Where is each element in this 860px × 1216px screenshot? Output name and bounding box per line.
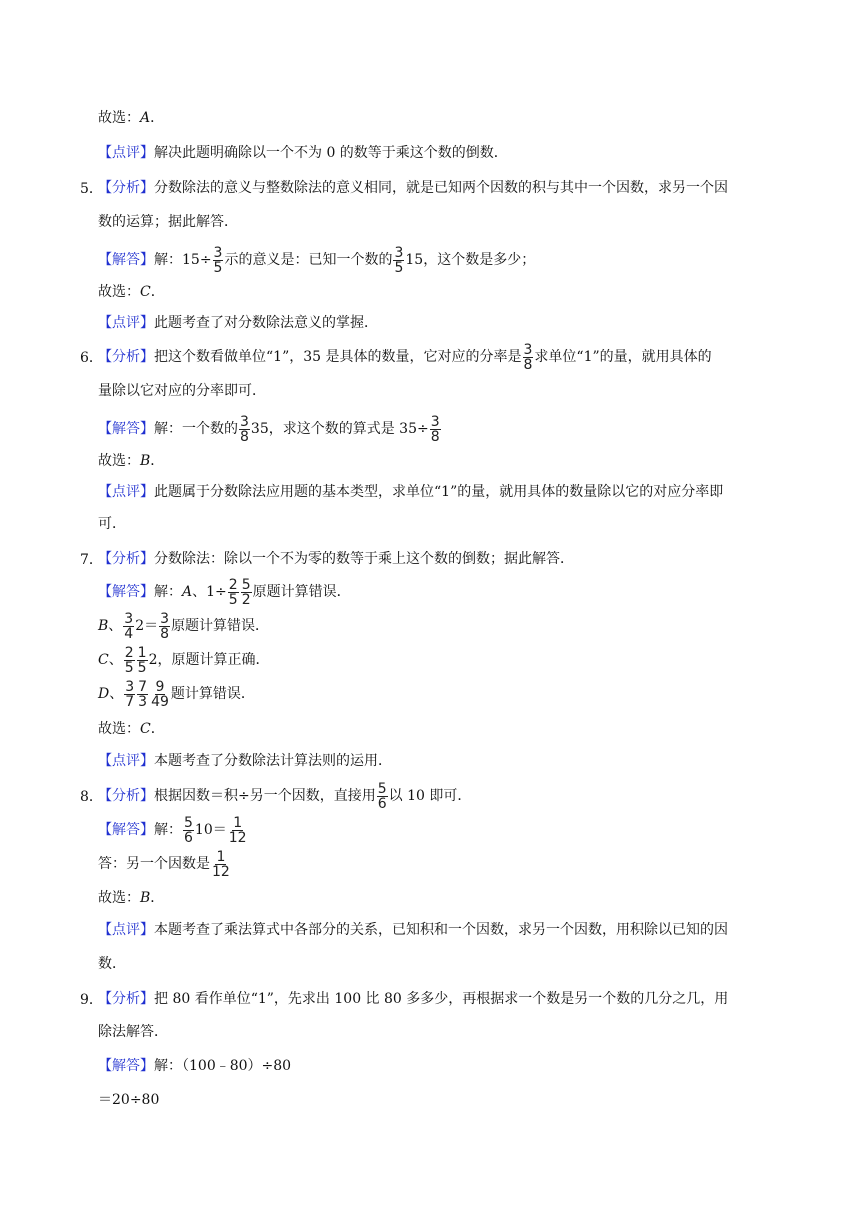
- numerator: 1: [137, 644, 147, 661]
- choice-end: ．: [150, 110, 165, 126]
- answer-text: 35，求这个数的算式是 35÷: [250, 421, 429, 437]
- q8-analysis: [98, 779, 471, 813]
- analysis-text: 以 10 即可．: [388, 788, 472, 804]
- numerator: 3: [523, 341, 533, 358]
- comment-label: 【点评】: [98, 753, 154, 769]
- choice-end: ．: [150, 284, 165, 300]
- question-number: 6．: [80, 350, 103, 366]
- answer-text: 、: [109, 686, 124, 702]
- q7-answer-c: [98, 643, 269, 677]
- answer-label: 【解答】: [98, 822, 154, 838]
- fraction: [159, 612, 170, 641]
- question-number: 7．: [80, 552, 103, 568]
- q8-reply: [98, 847, 232, 881]
- fraction: [137, 680, 148, 709]
- q7-analysis: [98, 549, 574, 569]
- option-letter: C: [98, 652, 109, 668]
- answer-text: 题计算错误．: [170, 686, 255, 702]
- denominator: 2: [241, 591, 251, 608]
- answer-text: 2＝: [135, 618, 159, 634]
- answer-text: 解：（100﹣80）÷80: [154, 1058, 292, 1074]
- q9-analysis-line2: 除法解答．: [98, 1024, 168, 1040]
- answer-text: 示的意义是：已知一个数的: [224, 252, 393, 268]
- q8-comment-line1: [98, 920, 728, 940]
- q6-answer: [98, 412, 442, 446]
- analysis-text: 分数除法的意义与整数除法的意义相同，就是已知两个因数的积与其中一个因数，求另一个因: [154, 180, 728, 196]
- comment-label: 【点评】: [98, 145, 154, 161]
- comment-text: 本题考查了分数除法计算法则的运用．: [154, 753, 392, 769]
- fraction: [393, 246, 404, 275]
- answer-label: 【解答】: [98, 1058, 154, 1074]
- numerator: 7: [138, 678, 148, 695]
- answer-text: 解：: [154, 822, 182, 838]
- numerator: 3: [240, 413, 249, 430]
- comment-text: 此题考查了对分数除法意义的掌握．: [154, 315, 378, 331]
- comment-text: 本题考查了乘法算式中各部分的关系，已知积和一个因数，求另一个因数，用积除以已知的因: [154, 922, 728, 938]
- analysis-text: 把这个数看做单位“1”，35 是具体的数量，它对应的分率是: [154, 349, 522, 365]
- numerator: 5: [241, 576, 251, 593]
- fraction: [183, 816, 194, 845]
- fraction: [241, 578, 252, 607]
- q8-answer: [98, 813, 249, 847]
- answer-text: 10＝: [194, 822, 227, 838]
- numerator: 2: [228, 576, 238, 593]
- analysis-text: 分数除法：除以一个不为零的数等于乘上这个数的倒数；据此解答．: [154, 551, 574, 567]
- analysis-text: 根据因数＝积÷另一个因数，直接用: [154, 788, 376, 804]
- q8-choice: [98, 888, 164, 908]
- fraction: [377, 782, 388, 811]
- q7-answer-a: [98, 575, 351, 609]
- denominator: 4: [124, 625, 134, 642]
- comment-text: 此题属于分数除法应用题的基本类型，求单位“1”的量，就用具体的数量除以它的对应分率即: [154, 484, 724, 500]
- denominator: 12: [228, 829, 247, 846]
- fraction: [523, 343, 534, 372]
- q7-choice: [98, 719, 165, 739]
- answer-label: 【解答】: [98, 584, 154, 600]
- q7-answer-d: [98, 677, 255, 711]
- choice-end: ．: [150, 453, 165, 469]
- denominator: 5: [228, 591, 238, 608]
- fraction: [430, 415, 441, 444]
- option-letter: A: [182, 584, 193, 600]
- numerator: 2: [124, 644, 134, 661]
- q9-answer: [98, 1056, 291, 1076]
- q7-answer-b: [98, 609, 269, 643]
- answer-text: 解：15÷: [154, 252, 212, 268]
- fraction: [123, 612, 134, 641]
- denominator: 6: [377, 795, 387, 812]
- choice-prefix: 故选：: [98, 453, 140, 469]
- question-number: 9．: [80, 992, 103, 1008]
- answer-text: 解：一个数的: [154, 421, 238, 437]
- q4-comment: [98, 143, 508, 163]
- numerator: 1: [216, 848, 226, 865]
- comment-label: 【点评】: [98, 484, 154, 500]
- q5-choice: [98, 282, 165, 302]
- answer-text: 、: [108, 618, 123, 634]
- fraction: [239, 415, 250, 444]
- answer-text: 15，这个数是多少；: [405, 252, 536, 268]
- fraction: [228, 816, 248, 845]
- q9-step: ＝20÷80: [98, 1092, 160, 1108]
- fraction: [228, 578, 239, 607]
- answer-label: 【解答】: [98, 252, 154, 268]
- numerator: 9: [155, 678, 165, 695]
- option-letter: D: [98, 686, 110, 702]
- numerator: 3: [160, 610, 170, 627]
- answer-text: 原题计算错误．: [171, 618, 270, 634]
- analysis-label: 【分析】: [98, 991, 154, 1007]
- denominator: 8: [240, 428, 249, 445]
- numerator: 5: [377, 780, 387, 797]
- fraction: [124, 680, 135, 709]
- q5-analysis-line2: 数的运算；据此解答．: [98, 214, 238, 230]
- denominator: 12: [212, 863, 230, 880]
- q7-comment: [98, 751, 392, 771]
- answer-text: 2，原题计算正确．: [148, 652, 270, 668]
- answer-text: 原题计算错误．: [252, 584, 351, 600]
- q6-choice: [98, 451, 164, 471]
- analysis-text: 把 80 看作单位“1”，先求出 100 比 80 多多少，再根据求一个数是另一个数的几分之几，用: [154, 991, 729, 1007]
- choice-end: ．: [150, 890, 165, 906]
- analysis-label: 【分析】: [98, 349, 154, 365]
- numerator: 3: [125, 678, 135, 695]
- choice-letter: C: [140, 284, 151, 300]
- choice-end: ．: [150, 721, 165, 737]
- answer-label: 【解答】: [98, 421, 154, 437]
- q6-comment-line2: 可．: [98, 516, 126, 532]
- fraction: [124, 646, 135, 675]
- answer-text: 解：: [154, 584, 182, 600]
- denominator: 6: [184, 829, 193, 846]
- choice-letter: B: [140, 890, 151, 906]
- denominator: 5: [394, 259, 404, 276]
- comment-label: 【点评】: [98, 922, 154, 938]
- question-number: 8．: [80, 789, 103, 805]
- q6-comment-line1: [98, 482, 723, 502]
- numerator: 3: [124, 610, 134, 627]
- reply-text: 答：另一个因数是: [98, 856, 210, 872]
- denominator: 49: [151, 693, 169, 710]
- answer-text: 、: [108, 652, 123, 668]
- fraction: [211, 850, 231, 879]
- q6-analysis-line1: [98, 340, 712, 374]
- fraction: [213, 246, 224, 275]
- q5-comment: [98, 313, 378, 333]
- denominator: 8: [160, 625, 170, 642]
- numerator: 3: [213, 244, 223, 261]
- analysis-label: 【分析】: [98, 180, 154, 196]
- q9-analysis-line1: [98, 989, 728, 1009]
- choice-letter: B: [140, 453, 151, 469]
- numerator: 3: [394, 244, 404, 261]
- numerator: 1: [233, 814, 243, 831]
- q8-comment-line2: 数．: [98, 956, 126, 972]
- denominator: 8: [430, 428, 440, 445]
- denominator: 5: [137, 659, 147, 676]
- denominator: 5: [213, 259, 223, 276]
- q5-answer: [98, 243, 535, 277]
- choice-prefix: 故选：: [98, 110, 140, 126]
- numerator: 5: [184, 814, 193, 831]
- choice-prefix: 故选：: [98, 890, 140, 906]
- answer-text: 、1÷: [192, 584, 227, 600]
- comment-text: 解决此题明确除以一个不为 0 的数等于乘这个数的倒数．: [154, 145, 508, 161]
- denominator: 3: [138, 693, 148, 710]
- fraction: [137, 646, 148, 675]
- choice-letter: C: [140, 721, 151, 737]
- q6-analysis-line2: 量除以它对应的分率即可．: [98, 383, 266, 399]
- numerator: 3: [430, 413, 440, 430]
- analysis-label: 【分析】: [98, 788, 154, 804]
- choice-prefix: 故选：: [98, 721, 140, 737]
- option-letter: B: [98, 618, 109, 634]
- denominator: 5: [124, 659, 134, 676]
- fraction: [150, 680, 170, 709]
- analysis-label: 【分析】: [98, 551, 154, 567]
- q5-analysis-line1: [98, 178, 728, 198]
- q4-choice: [98, 108, 164, 128]
- choice-letter: A: [140, 110, 151, 126]
- analysis-text: 求单位“1”的量，就用具体的: [534, 349, 712, 365]
- comment-label: 【点评】: [98, 315, 154, 331]
- denominator: 8: [523, 356, 533, 373]
- question-number: 5．: [80, 181, 103, 197]
- choice-prefix: 故选：: [98, 284, 140, 300]
- denominator: 7: [125, 693, 135, 710]
